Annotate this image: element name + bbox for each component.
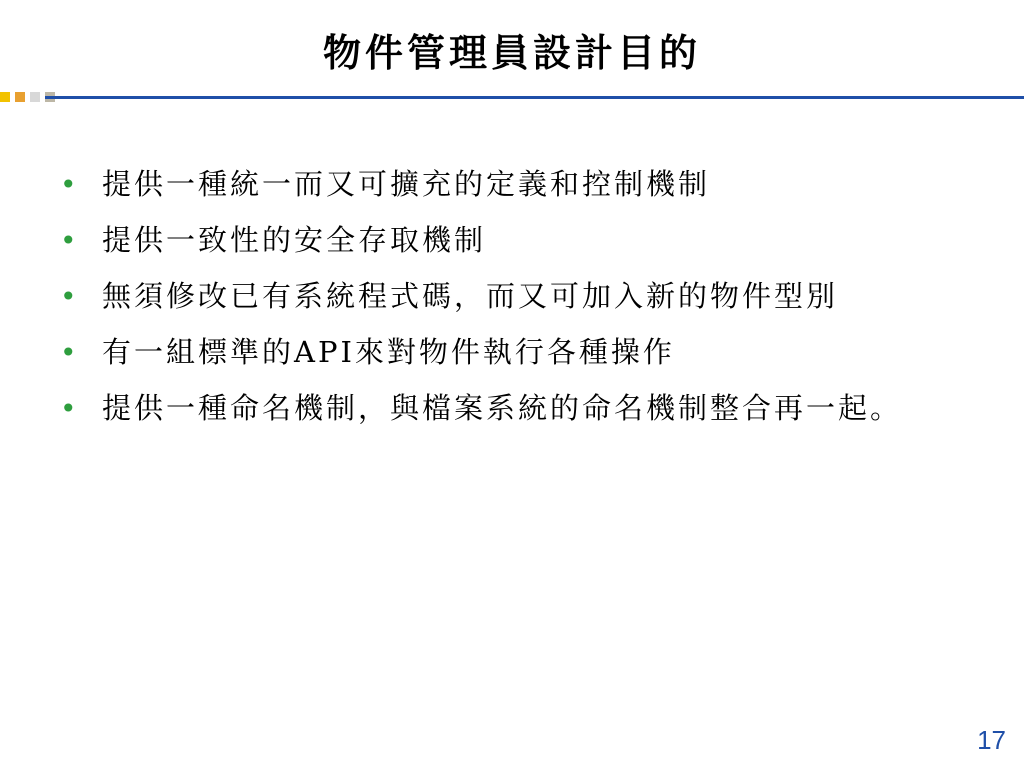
bullet-item	[58, 274, 958, 319]
bullet-item	[58, 218, 958, 263]
slide-title: 物件管理員設計目的	[322, 30, 701, 75]
title-underline-decoration	[0, 92, 1024, 102]
bullet-text: 提供一種命名機制，與檔案系統的命名機制整合再一起。	[102, 391, 903, 425]
bullet-dot-icon: •	[60, 280, 80, 313]
bullet-dot-icon: •	[60, 392, 80, 425]
bullet-list	[58, 162, 958, 442]
bullet-text: 有一組標準的API來對物件執行各種操作	[102, 335, 675, 369]
bullet-text: 提供一致性的安全存取機制	[102, 223, 487, 257]
bullet-item	[58, 330, 958, 375]
bullet-dot-icon: •	[60, 224, 80, 257]
decor-square-yellow	[0, 92, 10, 102]
page-number: 17	[977, 725, 1006, 755]
bullet-text: 無須修改已有系統程式碼，而又可加入新的物件型別	[102, 279, 839, 313]
bullet-dot-icon: •	[60, 168, 80, 201]
bullet-text: 提供一種統一而又可擴充的定義和控制機制	[102, 167, 711, 201]
title-rule-line	[45, 96, 1024, 99]
decor-square-light-gray	[30, 92, 40, 102]
bullet-item	[58, 386, 958, 431]
bullet-item	[58, 162, 958, 207]
decor-square-orange	[15, 92, 25, 102]
bullet-dot-icon: •	[60, 336, 80, 369]
